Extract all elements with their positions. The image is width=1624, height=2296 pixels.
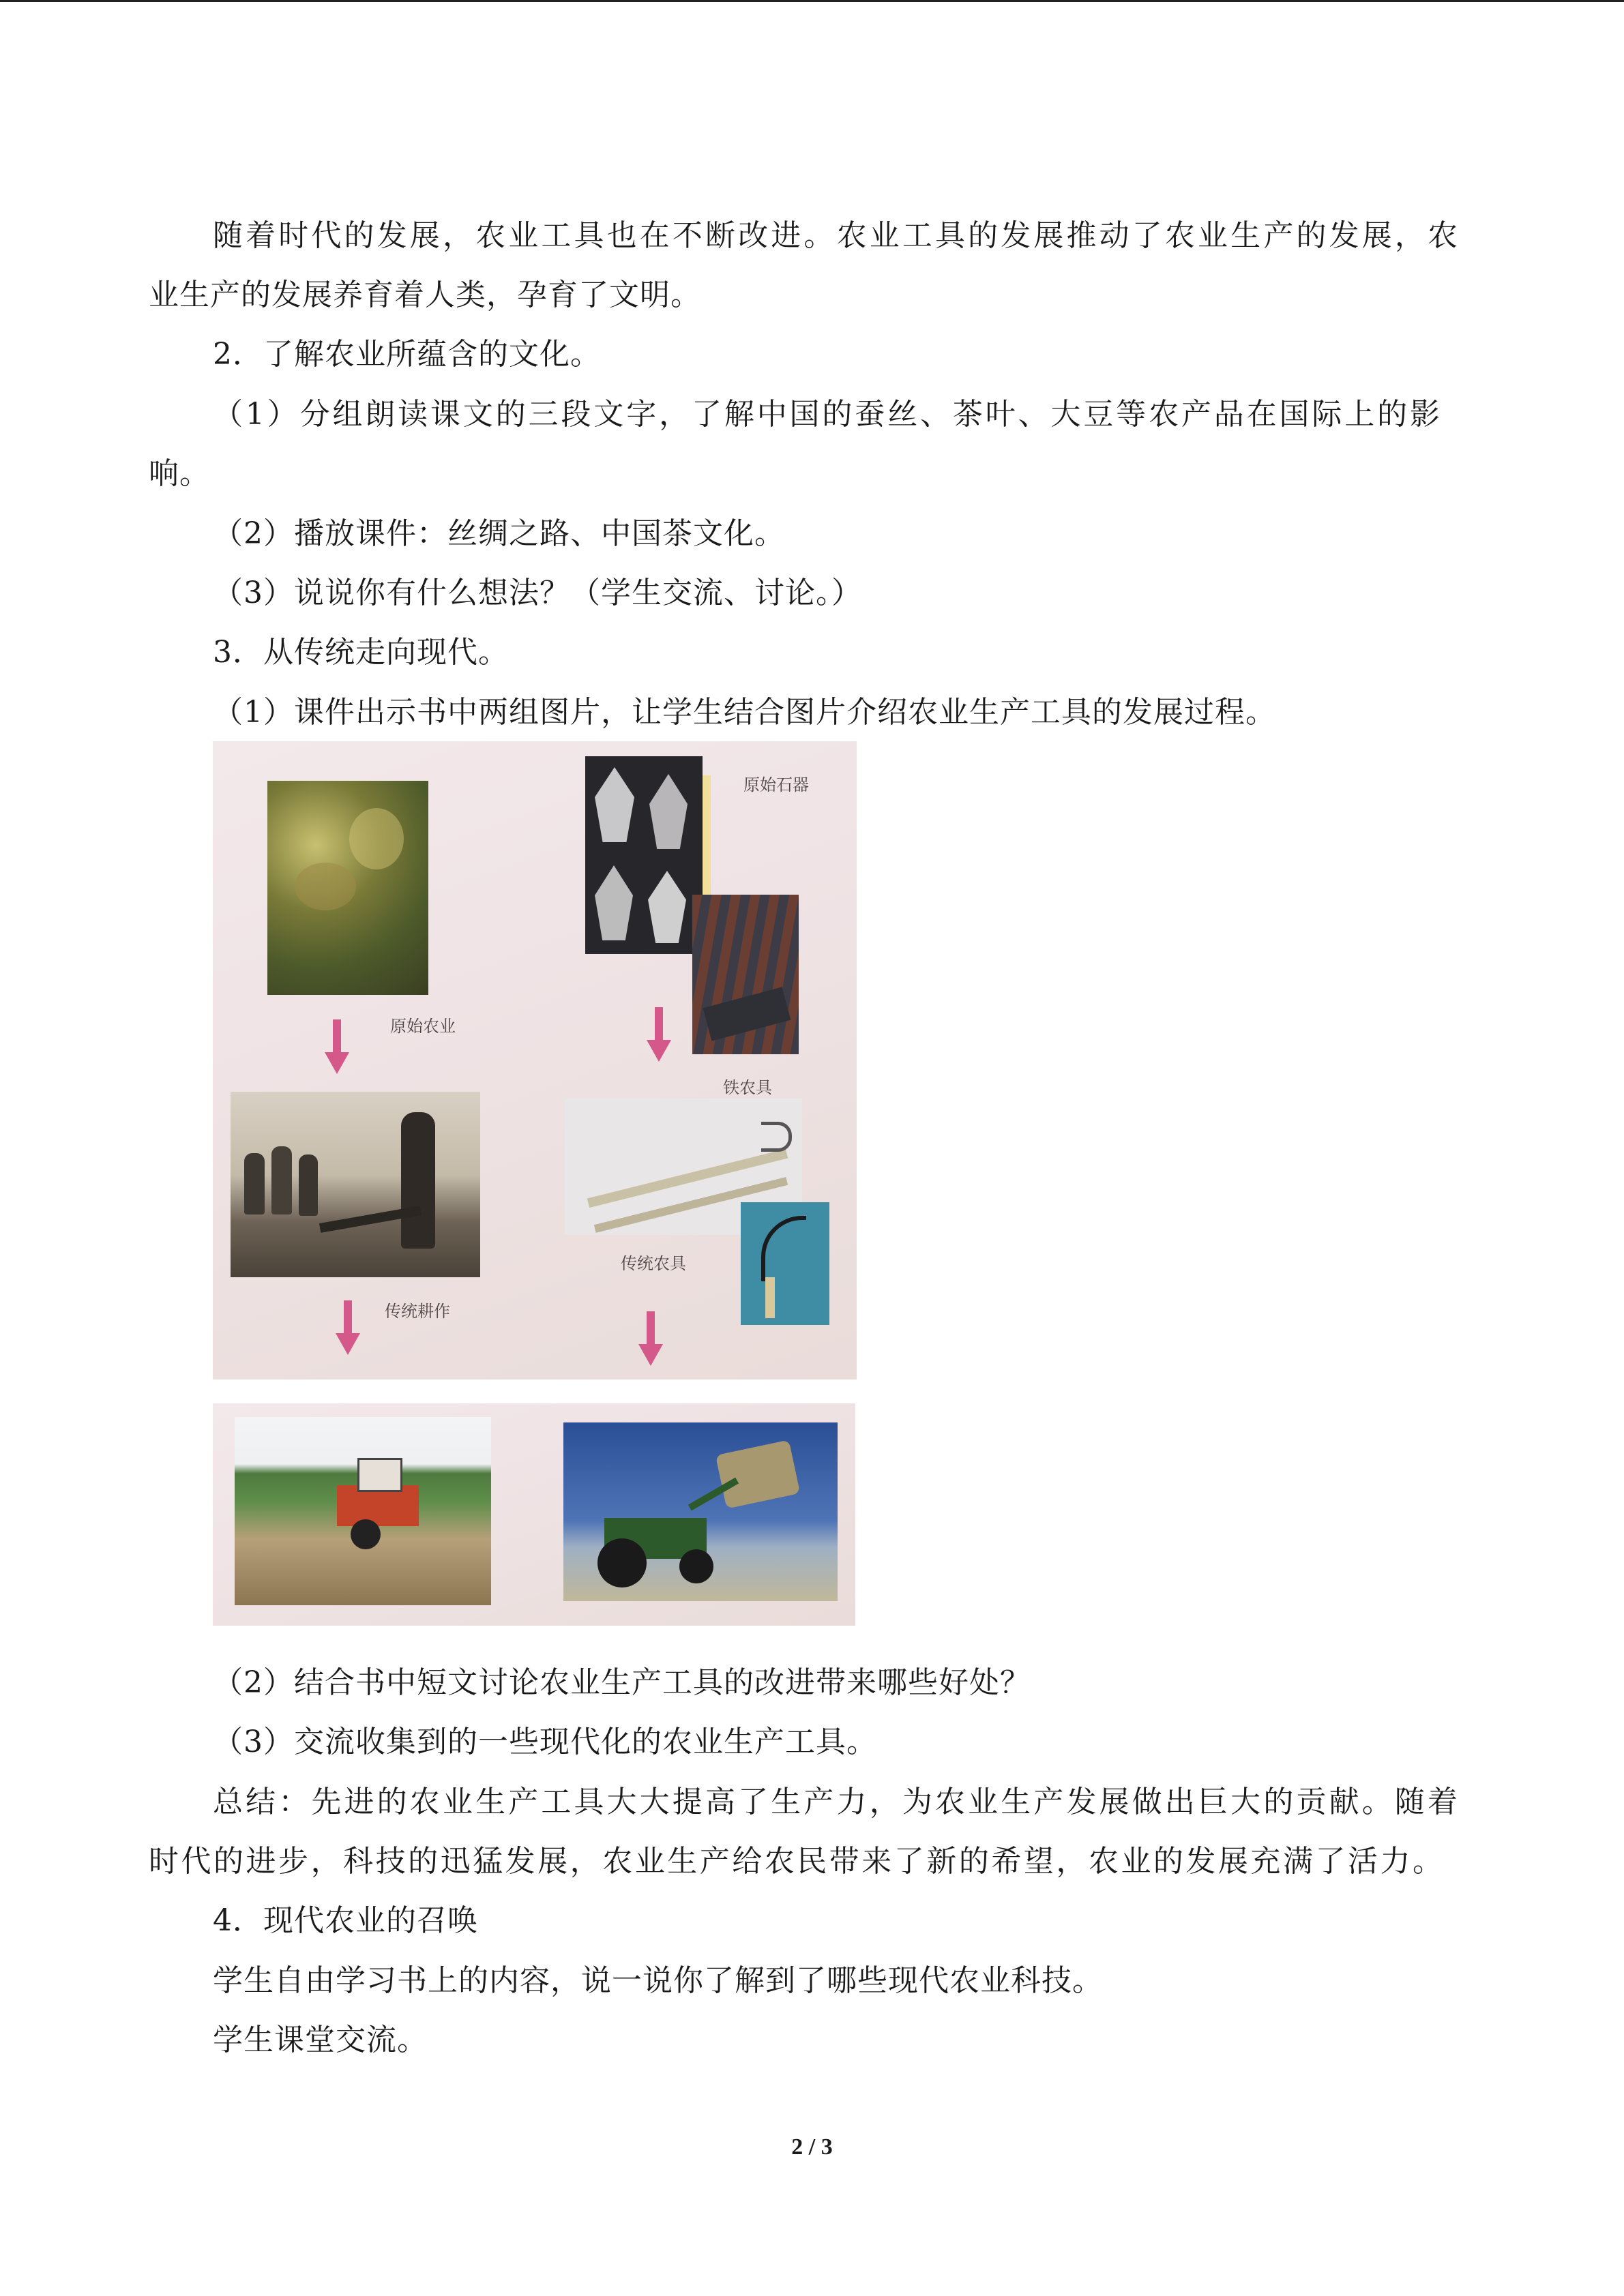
paragraph-line: 学生自由学习书上的内容，说一说你了解到了哪些现代农业科技。 (213, 1963, 1103, 1998)
paragraph-line: （3）说说你有什么想法？（学生交流、讨论。） (213, 576, 862, 610)
paragraph-line: （2）结合书中短文讨论农业生产工具的改进带来哪些好处？ (213, 1665, 1031, 1700)
caption-stone-tools: 原始石器 (743, 775, 809, 794)
section-heading: 2．了解农业所蕴含的文化。 (213, 337, 601, 372)
tool-handle-strip (703, 775, 711, 912)
modern-seeder-photo (235, 1417, 491, 1605)
traditional-farming-photo (231, 1092, 480, 1277)
page-number: 2 / 3 (791, 2134, 833, 2160)
section-heading: 4．现代农业的召唤 (213, 1903, 478, 1938)
modern-tractor-photo (563, 1422, 838, 1601)
arrow-down-icon (325, 1019, 349, 1074)
paragraph-line: 总结：先进的农业生产工具大大提高了生产力，为农业生产发展做出巨大的贡献。随着 (213, 1785, 1458, 1819)
paragraph-line: 业生产的发展养育着人类，孕育了文明。 (149, 278, 701, 312)
modern-machinery-figure (213, 1403, 855, 1626)
paragraph-line: 响。 (149, 456, 210, 491)
arrow-down-icon (336, 1300, 360, 1355)
iron-tools-photo (692, 895, 799, 1054)
paragraph-line: 时代的进步，科技的迅猛发展，农业生产给农民带来了新的希望，农业的发展充满了活力。 (149, 1844, 1443, 1879)
tool-evolution-figure (213, 741, 857, 1380)
caption-iron-tools: 铁农具 (723, 1078, 772, 1097)
section-heading: 3．从传统走向现代。 (213, 635, 509, 670)
paragraph-line: （1）分组朗读课文的三段文字，了解中国的蚕丝、茶叶、大豆等农产品在国际上的影 (213, 397, 1441, 432)
paragraph-line: （3）交流收集到的一些现代化的农业生产工具。 (213, 1725, 877, 1759)
paragraph-line: 随着时代的发展，农业工具也在不断改进。农业工具的发展推动了农业生产的发展，农 (213, 218, 1458, 253)
paragraph-line: （2）播放课件：丝绸之路、中国茶文化。 (213, 516, 785, 551)
sickle-photo (741, 1202, 829, 1325)
paragraph-line: （1）课件出示书中两组图片，让学生结合图片介绍农业生产工具的发展过程。 (213, 695, 1276, 730)
arrow-down-icon (638, 1311, 663, 1366)
stone-tools-photo (585, 756, 703, 954)
paragraph-line: 学生课堂交流。 (213, 2023, 428, 2057)
caption-traditional-farming: 传统耕作 (385, 1302, 450, 1321)
primitive-agriculture-photo (267, 781, 428, 995)
caption-primitive-agriculture: 原始农业 (390, 1017, 456, 1036)
arrow-down-icon (647, 1007, 671, 1062)
caption-traditional-tools: 传统农具 (621, 1254, 686, 1273)
